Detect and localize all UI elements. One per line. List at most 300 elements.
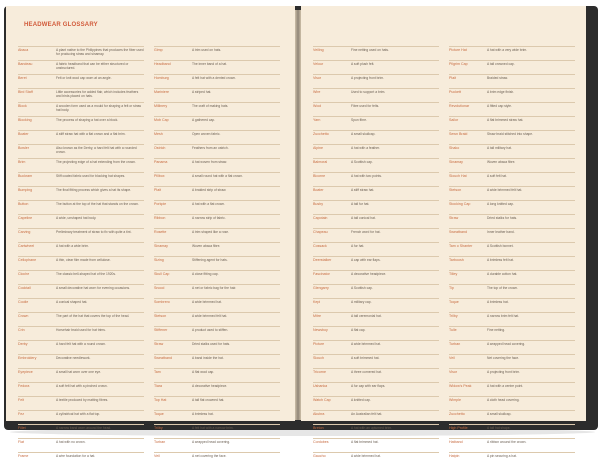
- glossary-entry: [313, 130, 439, 143]
- glossary-entry: [449, 172, 575, 185]
- glossary-definition: A tall military hat.: [487, 146, 512, 150]
- glossary-term: Ostrich: [154, 146, 166, 150]
- glossary-term: Puckett: [449, 90, 461, 94]
- glossary-entry: [154, 340, 280, 353]
- glossary-definition: A close fitting cap.: [192, 272, 219, 276]
- glossary-entry: [154, 452, 280, 465]
- glossary-definition: An Australian felt hat.: [351, 412, 383, 416]
- glossary-entry: [154, 368, 280, 381]
- glossary-term: Cossack: [313, 244, 327, 248]
- glossary-definition: The final fitting process which gives a hat its shape.: [56, 188, 132, 192]
- glossary-definition: A projecting front brim.: [351, 76, 384, 80]
- glossary-term: Turban: [449, 342, 461, 346]
- glossary-term: Bicorne: [313, 174, 326, 178]
- glossary-definition: A tall conical hat.: [351, 216, 376, 220]
- glossary-definition: A striped hat.: [192, 90, 212, 94]
- glossary-definition: A small round hat with a flat crown.: [192, 174, 243, 178]
- glossary-entry: [313, 60, 439, 73]
- glossary-definition: A small decorative hat worn for evening occasions.: [56, 286, 131, 290]
- glossary-entry: [154, 284, 280, 297]
- glossary-term: Cloche: [18, 272, 30, 276]
- glossary-entry: [18, 228, 144, 241]
- glossary-definition: Fibre used for felts.: [351, 104, 380, 108]
- glossary-entry: [154, 172, 280, 185]
- glossary-term: Beret: [18, 76, 27, 80]
- glossary-entry: [18, 116, 144, 129]
- glossary-entry: [449, 186, 575, 199]
- glossary-entry: [18, 186, 144, 199]
- glossary-term: Bandeau: [18, 62, 33, 66]
- glossary-term: Veiling: [313, 48, 324, 52]
- glossary-term: Balmoral: [313, 160, 328, 164]
- glossary-term: Sweatband: [154, 356, 172, 360]
- glossary-definition: The classic bell-shaped hat of the 1920s.: [56, 272, 116, 276]
- glossary-entry: [154, 130, 280, 143]
- glossary-entry: [313, 382, 439, 395]
- glossary-definition: French word for hat.: [351, 230, 381, 234]
- glossary-definition: A textile produced by matting fibres.: [56, 398, 109, 402]
- glossary-entry: [313, 368, 439, 381]
- glossary-definition: Also known as the Derby, a hard felt hat with a rounded crown.: [56, 146, 137, 155]
- glossary-term: Kepi: [313, 300, 321, 304]
- glossary-definition: A long knitted cap.: [487, 202, 514, 206]
- glossary-term: Toque: [449, 300, 459, 304]
- glossary-term: Embroidery: [18, 356, 37, 360]
- glossary-entry: [313, 326, 439, 339]
- glossary-term: Velour: [313, 62, 324, 66]
- glossary-entry: [449, 74, 575, 87]
- glossary-definition: A narrow strip of fabric.: [192, 216, 226, 220]
- glossary-term: Panama: [154, 160, 168, 164]
- glossary-term: Brim: [18, 160, 26, 164]
- glossary-definition: A knitted cap.: [351, 398, 371, 402]
- glossary-definition: A hat with a centre point.: [487, 384, 524, 388]
- glossary-entry: [313, 116, 439, 129]
- glossary-term: Revolutionar: [449, 104, 470, 108]
- glossary-term: Stetson: [449, 188, 462, 192]
- glossary-term: Zucchetto: [449, 412, 465, 416]
- glossary-term: Wool: [313, 104, 322, 108]
- glossary-definition: A narrow band worn around the head.: [56, 426, 112, 430]
- glossary-entry: [154, 312, 280, 325]
- glossary-entry: [449, 130, 575, 143]
- glossary-definition: Woven abaca fibre.: [487, 160, 516, 164]
- glossary-entry: [18, 102, 144, 115]
- glossary-column-3: [313, 46, 439, 458]
- glossary-entry: [154, 396, 280, 409]
- glossary-term: High Profile: [449, 426, 468, 430]
- glossary-definition: A small hat worn over one eye.: [56, 370, 102, 374]
- glossary-definition: A fabric headband that can be either structured or unstructured.: [56, 62, 129, 71]
- glossary-entry: [449, 88, 575, 101]
- glossary-term: Cellophane: [18, 258, 37, 262]
- glossary-entry: [154, 158, 280, 171]
- glossary-term: Straw: [154, 342, 164, 346]
- glossary-term: Block: [18, 104, 27, 108]
- glossary-term: Mesh: [154, 132, 163, 136]
- glossary-term: Shako: [449, 146, 460, 150]
- glossary-term: Breton: [313, 426, 324, 430]
- glossary-entry: [18, 46, 144, 59]
- glossary-term: Widow's Peak: [449, 384, 472, 388]
- glossary-entry: [313, 158, 439, 171]
- glossary-term: Millinery: [154, 104, 168, 108]
- glossary-term: Tiara: [154, 384, 163, 388]
- glossary-entry: [313, 172, 439, 185]
- glossary-term: Veil: [449, 356, 455, 360]
- glossary-term: Gimp: [154, 48, 163, 52]
- glossary-definition: A wrapped head covering.: [487, 342, 526, 346]
- glossary-definition: A decorative headpiece.: [351, 272, 387, 276]
- glossary-definition: A flat cap.: [351, 328, 366, 332]
- glossary-entry: [449, 354, 575, 367]
- glossary-term: Tilley: [449, 272, 458, 276]
- glossary-definition: A projecting front brim.: [487, 370, 520, 374]
- glossary-entry: [154, 298, 280, 311]
- glossary-term: Sweatband: [449, 230, 467, 234]
- glossary-column-4: [449, 46, 575, 458]
- glossary-entry: [154, 74, 280, 87]
- glossary-entry: [449, 242, 575, 255]
- glossary-definition: Open woven fabric.: [192, 132, 221, 136]
- glossary-term: Tarboosh: [449, 258, 464, 262]
- glossary-term: Hatband: [449, 440, 463, 444]
- glossary-entry: [18, 144, 144, 157]
- glossary-term: Yarn: [313, 118, 321, 122]
- glossary-definition: A wide brimmed hat.: [351, 454, 381, 458]
- glossary-definition: Woven abaca fibre.: [192, 244, 221, 248]
- glossary-term: Sinamay: [449, 160, 463, 164]
- glossary-term: Zucchetto: [313, 132, 329, 136]
- glossary-term: Blocking: [18, 118, 32, 122]
- glossary-term: Pillbox: [154, 174, 165, 178]
- glossary-entry: [313, 214, 439, 227]
- glossary-term: Capotain: [313, 216, 328, 220]
- glossary-definition: Spun fibre.: [351, 118, 367, 122]
- glossary-term: Flat: [18, 440, 24, 444]
- glossary-entry: [154, 88, 280, 101]
- glossary-entry: [313, 186, 439, 199]
- glossary-entry: [18, 172, 144, 185]
- glossary-term: Fez: [18, 412, 24, 416]
- glossary-entry: [18, 60, 144, 73]
- glossary-term: Sewn Braid: [449, 132, 468, 136]
- glossary-term: Toque: [154, 412, 164, 416]
- glossary-term: Glengarry: [313, 286, 329, 290]
- glossary-definition: The craft of making hats.: [192, 104, 229, 108]
- glossary-definition: A net or fabric bag for the hair.: [192, 286, 237, 290]
- glossary-definition: A brim edge finish.: [487, 90, 515, 94]
- glossary-entry: [313, 424, 439, 437]
- glossary-entry: [18, 158, 144, 171]
- glossary-term: Mariniere: [154, 90, 169, 94]
- glossary-definition: A soft felt hat with a pinched crown.: [56, 384, 108, 388]
- glossary-definition: A hat with two points.: [351, 174, 382, 178]
- glossary-definition: A Scottish bonnet.: [487, 244, 514, 248]
- glossary-definition: A soft brimmed hat.: [351, 356, 380, 360]
- glossary-definition: A wide brimmed hat.: [351, 342, 381, 346]
- glossary-term: Cordobes: [313, 440, 329, 444]
- glossary-entry: [313, 438, 439, 451]
- glossary-term: Hatpin: [449, 454, 460, 458]
- glossary-term: Wire: [313, 90, 321, 94]
- glossary-entry: [449, 60, 575, 73]
- left-page: [6, 6, 295, 458]
- glossary-entry: [154, 270, 280, 283]
- glossary-entry: [449, 46, 575, 59]
- glossary-term: Button: [18, 202, 29, 206]
- glossary-term: Eyepiece: [18, 370, 33, 374]
- glossary-definition: A braided strip of straw.: [192, 188, 227, 192]
- glossary-term: Boater: [313, 188, 324, 192]
- glossary-definition: A hat with no crown.: [56, 440, 86, 444]
- glossary-definition: The process of shaping a hat over a block.: [56, 118, 119, 122]
- glossary-entry: [313, 144, 439, 157]
- glossary-term: Sombrero: [154, 300, 170, 304]
- glossary-entry: [18, 438, 144, 451]
- glossary-definition: A wide, unshaped hat body.: [56, 216, 97, 220]
- glossary-term: Cocktail: [18, 286, 31, 290]
- glossary-entry: [154, 382, 280, 395]
- glossary-term: Capeline: [18, 216, 33, 220]
- glossary-definition: A plant native to the Philippines that produces the fiber used for producing straw and sinamay.: [56, 48, 144, 57]
- glossary-definition: A fitted cap style.: [487, 104, 512, 108]
- glossary-definition: A brimless hat.: [487, 300, 509, 304]
- glossary-term: Wimple: [449, 398, 461, 402]
- glossary-term: Tip: [449, 286, 454, 290]
- glossary-term: Fillet: [18, 426, 26, 430]
- glossary-term: Visor: [449, 370, 458, 374]
- glossary-entry: [449, 298, 575, 311]
- glossary-column-2: [154, 46, 280, 458]
- glossary-definition: Dried stalks used for hats.: [192, 342, 231, 346]
- glossary-definition: A durable cotton hat.: [487, 272, 518, 276]
- glossary-entry: [449, 312, 575, 325]
- glossary-term: Turban: [154, 440, 166, 444]
- glossary-term: Bird Staff: [18, 90, 33, 94]
- glossary-term: Skull Cap: [154, 272, 170, 276]
- glossary-definition: A gathered cap.: [192, 118, 216, 122]
- glossary-definition: A soft plush felt.: [351, 62, 375, 66]
- glossary-entry: [449, 340, 575, 353]
- glossary-entry: [154, 144, 280, 157]
- glossary-term: Tricorne: [313, 370, 327, 374]
- glossary-definition: Fine netting used on hats.: [351, 48, 389, 52]
- glossary-definition: A small skullcap.: [487, 412, 512, 416]
- glossary-entry: [18, 88, 144, 101]
- glossary-entry: [154, 256, 280, 269]
- glossary-term: Rosette: [154, 230, 167, 234]
- glossary-entry: [313, 410, 439, 423]
- glossary-term: Alpine: [313, 146, 323, 150]
- glossary-definition: A soft felt hat.: [487, 174, 507, 178]
- glossary-term: Tam o Shanter: [449, 244, 473, 248]
- glossary-entry: [313, 88, 439, 101]
- glossary-entry: [313, 46, 439, 59]
- glossary-definition: A three cornered hat.: [351, 370, 382, 374]
- glossary-definition: A hat with a flat crown.: [192, 202, 225, 206]
- glossary-definition: Straw braid stitched into shape.: [487, 132, 533, 136]
- glossary-definition: A cylindrical hat with a flat top.: [56, 412, 101, 416]
- glossary-entry: [18, 74, 144, 87]
- glossary-entry: [449, 228, 575, 241]
- glossary-entry: [18, 256, 144, 269]
- glossary-definition: A cloth head covering.: [487, 398, 520, 402]
- glossary-term: Sinamay: [154, 244, 168, 248]
- glossary-entry: [313, 228, 439, 241]
- glossary-definition: A Scottish cap.: [351, 160, 373, 164]
- glossary-term: Ribbon: [154, 216, 166, 220]
- glossary-definition: A net covering the face.: [192, 454, 227, 458]
- glossary-term: Trilby: [154, 426, 163, 430]
- glossary-definition: A wire foundation for a hat.: [56, 454, 96, 458]
- glossary-entry: [18, 410, 144, 423]
- glossary-definition: Braided straw.: [487, 76, 508, 80]
- glossary-definition: A military cap.: [351, 300, 372, 304]
- glossary-entry: [154, 410, 280, 423]
- glossary-term: Stocking Cap: [449, 202, 471, 206]
- glossary-entry: [154, 60, 280, 73]
- glossary-definition: A narrow brim felt hat.: [487, 314, 520, 318]
- glossary-definition: A hat with a feather.: [351, 146, 380, 150]
- glossary-definition: The part of the hat that covers the top of the head.: [56, 314, 130, 318]
- glossary-term: Chapeau: [313, 230, 328, 234]
- glossary-entry: [18, 396, 144, 409]
- glossary-definition: Horsehair braid used for hat trims.: [56, 328, 106, 332]
- glossary-definition: A trim shaped like a rose.: [192, 230, 230, 234]
- glossary-entry: [449, 284, 575, 297]
- glossary-definition: A hat woven from straw.: [192, 160, 227, 164]
- glossary-term: Akubra: [313, 412, 325, 416]
- glossary-term: Newsboy: [313, 328, 328, 332]
- glossary-term: Watch Cap: [313, 398, 331, 402]
- glossary-term: Crown: [18, 314, 29, 318]
- glossary-definition: The button at the top of the hat that stands on the crown.: [56, 202, 139, 206]
- glossary-definition: A decorative headpiece.: [192, 384, 228, 388]
- glossary-term: Derby: [18, 342, 28, 346]
- glossary-term: Busby: [313, 202, 323, 206]
- glossary-entry: [18, 368, 144, 381]
- glossary-entry: [449, 200, 575, 213]
- glossary-term: Homburg: [154, 76, 169, 80]
- glossary-entry: [18, 452, 144, 465]
- glossary-definition: A flat brimmed hat.: [351, 440, 379, 444]
- glossary-entry: [18, 242, 144, 255]
- glossary-term: Plait: [449, 76, 456, 80]
- glossary-entry: [18, 312, 144, 325]
- glossary-term: Straw: [449, 216, 459, 220]
- glossary-entry: [449, 410, 575, 423]
- glossary-term: Pilgrim Cap: [449, 62, 468, 66]
- glossary-definition: A pin securing a hat.: [487, 454, 517, 458]
- glossary-term: Top Hat: [154, 398, 167, 402]
- glossary-entry: [313, 452, 439, 465]
- right-page: [301, 6, 586, 458]
- glossary-term: Slouch Hat: [449, 174, 467, 178]
- glossary-entry: [154, 354, 280, 367]
- glossary-definition: Net covering the face.: [487, 356, 520, 360]
- glossary-definition: A tall flat crowned hat.: [192, 398, 225, 402]
- glossary-entry: [18, 298, 144, 311]
- glossary-entry: [154, 438, 280, 451]
- glossary-definition: A hat with a very wide brim.: [487, 48, 528, 52]
- glossary-definition: A cap with ear flaps.: [351, 258, 381, 262]
- glossary-term: Stetson: [154, 314, 167, 318]
- glossary-definition: A fur cap with ear flaps.: [351, 384, 386, 388]
- glossary-definition: A wide brimmed felt hat.: [192, 314, 228, 318]
- glossary-definition: A small skullcap.: [351, 132, 376, 136]
- glossary-term: Stiffener: [154, 328, 168, 332]
- glossary-term: Bumping: [18, 188, 33, 192]
- glossary-definition: Preliminary treatment of straw to fix with quite a tint.: [56, 230, 132, 234]
- glossary-term: Ushanka: [313, 384, 328, 388]
- glossary-entry: [449, 424, 575, 437]
- glossary-entry: [18, 424, 144, 437]
- glossary-entry: [154, 242, 280, 255]
- glossary-definition: A thin, clear film made from cellulose.: [56, 258, 111, 262]
- glossary-term: Porkpie: [154, 202, 167, 206]
- glossary-entry: [154, 200, 280, 213]
- glossary-entry: [18, 354, 144, 367]
- glossary-definition: A hat with a wide brim.: [56, 244, 89, 248]
- glossary-term: Sailor: [449, 118, 459, 122]
- glossary-term: Tam: [154, 370, 161, 374]
- glossary-entry: [313, 270, 439, 283]
- glossary-term: Visor: [313, 76, 322, 80]
- glossary-entry: [449, 270, 575, 283]
- glossary-definition: A flat brimmed straw hat.: [487, 118, 524, 122]
- glossary-term: Headband: [154, 62, 171, 66]
- glossary-definition: A trim used on hats.: [192, 48, 222, 52]
- glossary-entry: [154, 102, 280, 115]
- glossary-column-1: [18, 46, 144, 458]
- glossary-definition: A stiff straw hat.: [351, 188, 375, 192]
- glossary-term: Mob Cap: [154, 118, 169, 122]
- glossary-definition: A Scottish cap.: [351, 286, 373, 290]
- glossary-entry: [154, 46, 280, 59]
- glossary-entry: [313, 340, 439, 353]
- glossary-entry: [18, 214, 144, 227]
- glossary-term: Bowler: [18, 146, 29, 150]
- glossary-term: Slouch: [313, 356, 324, 360]
- glossary-entry: [449, 326, 575, 339]
- glossary-entry: [449, 256, 575, 269]
- glossary-entry: [18, 326, 144, 339]
- glossary-entry: [18, 200, 144, 213]
- glossary-entry: [154, 116, 280, 129]
- glossary-term: Deerstalker: [313, 258, 332, 262]
- glossary-entry: [313, 102, 439, 115]
- glossary-term: Picture: [313, 342, 325, 346]
- glossary-definition: The top of the crown.: [487, 286, 518, 290]
- glossary-entry: [313, 354, 439, 367]
- glossary-entry: [449, 158, 575, 171]
- glossary-definition: A product used to stiffen.: [192, 328, 229, 332]
- glossary-entry: [154, 214, 280, 227]
- glossary-entry: [18, 382, 144, 395]
- glossary-definition: Inner leather band.: [487, 230, 515, 234]
- glossary-entry: [313, 74, 439, 87]
- glossary-definition: A tall hat shape.: [487, 426, 511, 430]
- glossary-definition: Felt or knit wool cap worn at an angle.: [56, 76, 112, 80]
- glossary-entry: [313, 312, 439, 325]
- glossary-definition: A ribbon around the crown.: [487, 440, 527, 444]
- glossary-term: Frame: [18, 454, 29, 458]
- glossary-definition: A hard felt hat with a round crown.: [56, 342, 106, 346]
- glossary-entry: [449, 368, 575, 381]
- glossary-definition: Feathers from an ostrich.: [192, 146, 229, 150]
- glossary-definition: Fine netting.: [487, 328, 506, 332]
